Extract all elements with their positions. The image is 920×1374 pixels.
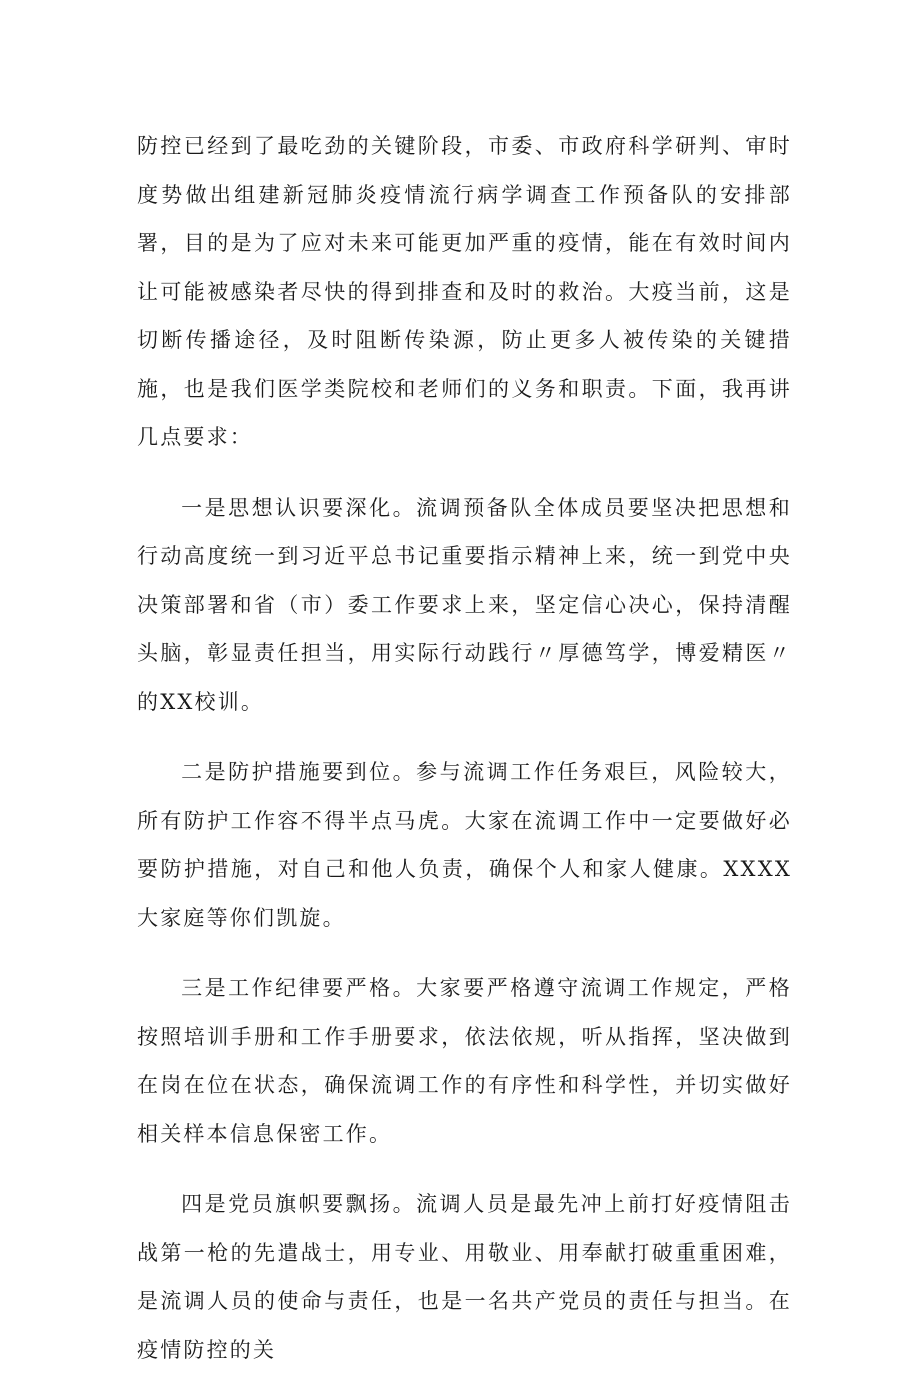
paragraph-requirement-2: 二是防护措施要到位。参与流调工作任务艰巨，风险较大，所有防护工作容不得半点马虎。大家在流调工作中一定要做好必要防护措施，对自己和他人负责，确保个人和家人健康。XXXX大家庭等你们凯旋。 xyxy=(137,760,792,930)
paragraph-continuation: 防控已经到了最吃劲的关键阶段，市委、市政府科学研判、审时度势做出组建新冠肺炎疫情流行病学调查工作预备队的安排部署，目的是为了应对未来可能更加严重的疫情，能在有效时间内让可能被感染者尽快的得到排查和及时的救治。大疫当前，这是切断传播途径，及时阻断传染源，防止更多人被传染的关键措施，也是我们医学类院校和老师们的义务和职责。下面，我再讲几点要求： xyxy=(137,134,792,449)
paragraph-requirement-4: 四是党员旗帜要飘扬。流调人员是最先冲上前打好疫情阻击战第一枪的先遣战士，用专业、用敬业、用奉献打破重重困难，是流调人员的使命与责任，也是一名共产党员的责任与担当。在疫情防控的关 xyxy=(137,1192,792,1362)
document-body xyxy=(137,122,792,1374)
paragraph-requirement-3: 三是工作纪律要严格。大家要严格遵守流调工作规定，严格按照培训手册和工作手册要求，依法依规，听从指挥，坚决做到在岗在位在状态，确保流调工作的有序性和科学性，并切实做好相关样本信息保密工作。 xyxy=(137,976,792,1146)
paragraph-requirement-1: 一是思想认识要深化。流调预备队全体成员要坚决把思想和行动高度统一到习近平总书记重要指示精神上来，统一到党中央决策部署和省（市）委工作要求上来，坚定信心决心，保持清醒头脑，彰显责任担当，用实际行动践行〃厚德笃学，博爱精医〃的XX校训。 xyxy=(137,495,792,714)
